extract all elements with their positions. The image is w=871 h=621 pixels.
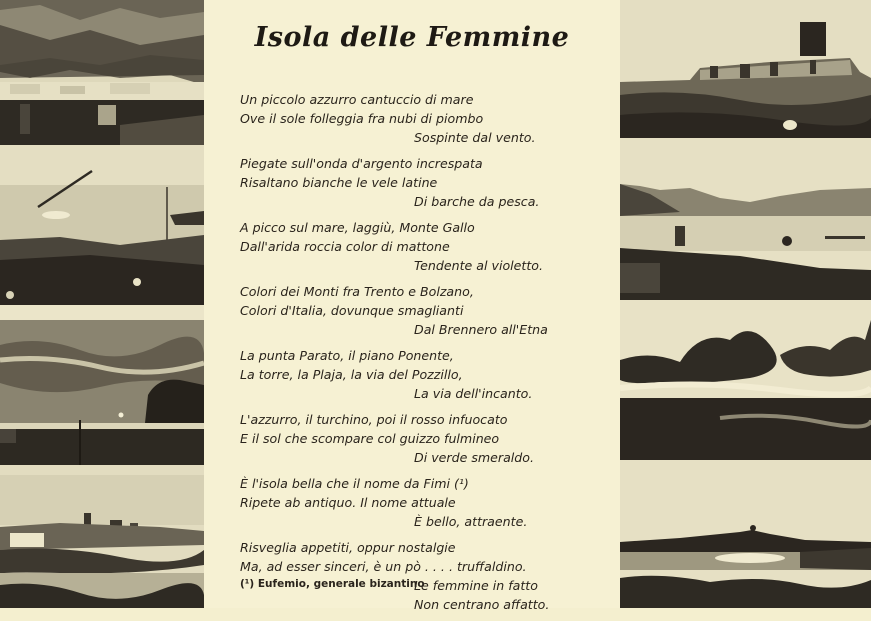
photo-sunset-over-headland [0,305,204,465]
stanza-8 [240,538,620,614]
left-photo-column [0,0,204,608]
stanza-6 [240,410,620,467]
poem-line-closing: È bello, attraente. [414,514,528,529]
poem-line-closing: Sospinte dal vento. [414,130,536,145]
photo-coastal-village-tower [0,465,204,608]
poem-line-closing: Tendente al violetto. [414,258,543,273]
poem-line: Un piccolo azzurro cantuccio di mare [240,92,474,107]
poem-line: Ma, ad esser sinceri, è un pò . . . . truffaldino. [240,559,527,574]
stanza-2 [240,154,620,211]
poem-line-closing: La via dell'incanto. [414,386,533,401]
photo-sailboat-on-shore [0,145,204,305]
photo-clouds-over-sea [620,300,871,460]
poem-line: Colori dei Monti fra Trento e Bolzano, [240,284,474,299]
poem-line-closing: Le femmine in fatto [414,578,538,593]
poem-line: Colori d'Italia, dovunque smaglianti [240,303,464,318]
footnote: (¹) Eufemio, generale bizantino [240,578,425,590]
poem-line-closing: Dal Brennero all'Etna [414,322,548,337]
photo-bay-with-mountains [620,138,871,300]
poem-panel [204,0,620,612]
poem-line: La torre, la Plaja, la via del Pozzillo, [240,367,463,382]
right-photo-column [620,0,871,608]
poem-line: E il sol che scompare col guizzo fulmineo [240,431,500,446]
stanza-1 [240,90,620,147]
poem-line-closing: Di verde smeraldo. [414,450,534,465]
photo-harbor-with-mountain [0,0,204,145]
poem [240,90,620,621]
stanza-5 [240,346,620,403]
poem-line: È l'isola bella che il nome da Fimi (¹) [240,476,469,491]
photo-island-tower-ruins [620,0,871,138]
poem-line: La punta Parato, il piano Ponente, [240,348,454,363]
poem-line: Ove il sole folleggia fra nubi di piombo [240,111,484,126]
stanza-4 [240,282,620,339]
poem-line-closing: Non centrano affatto. [414,597,550,612]
poem-line: Risaltano bianche le vele latine [240,175,438,190]
poem-line: L'azzurro, il turchino, poi il rosso infuocato [240,412,508,427]
poem-line: Piegate sull'onda d'argento increspata [240,156,483,171]
poem-line: Risveglia appetiti, oppur nostalgie [240,540,456,555]
poem-line: A picco sul mare, laggiù, Monte Gallo [240,220,475,235]
poem-line: Ripete ab antiquo. Il nome attuale [240,495,456,510]
postcard-title: Isola delle Femmine [254,22,570,53]
stanza-3 [240,218,620,275]
poem-line-closing: Di barche da pesca. [414,194,540,209]
stanza-7 [240,474,620,531]
photo-island-silhouette [620,460,871,608]
poem-line: Dall'arida roccia color di mattone [240,239,450,254]
